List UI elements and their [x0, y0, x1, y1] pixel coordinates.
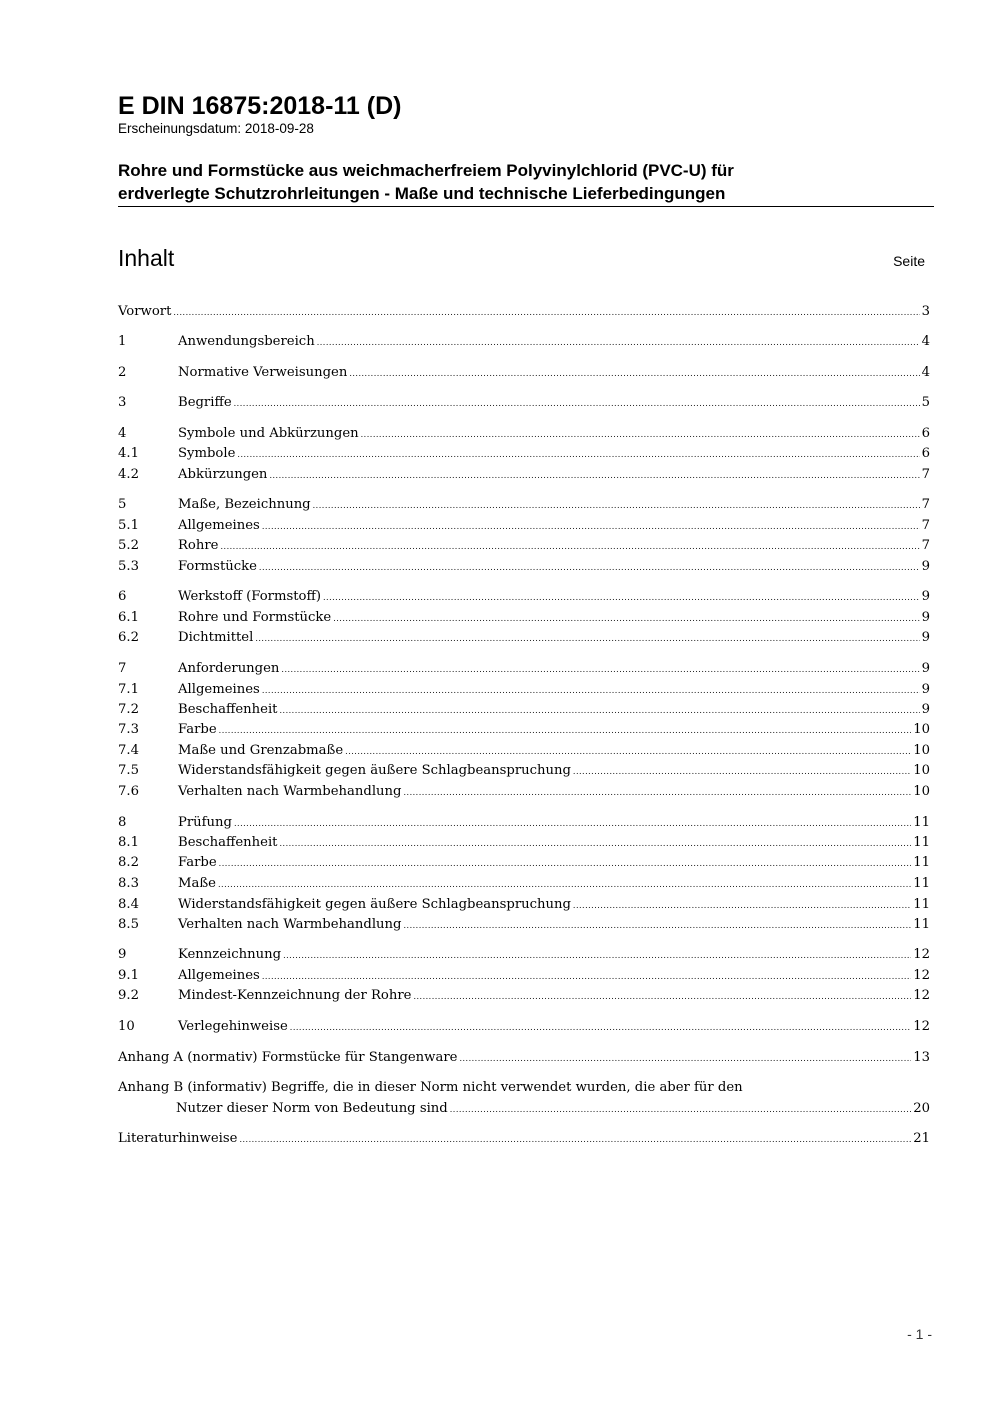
- toc-entry[interactable]: [118, 741, 930, 761]
- toc-entry-number: 8.3: [118, 876, 139, 891]
- toc-entry-title: Begriffe: [178, 395, 232, 410]
- toc-entry-title: Allgemeines: [178, 968, 260, 983]
- toc-dot-leader: [290, 1018, 911, 1038]
- toc-entry-page: 9: [921, 559, 930, 574]
- toc-entry-page: 12: [913, 968, 930, 983]
- toc-entry[interactable]: [118, 302, 930, 322]
- toc-dot-leader: [459, 1049, 911, 1069]
- toc-dot-leader: [237, 445, 919, 465]
- page-number: - 1 -: [907, 1326, 932, 1342]
- toc-entry-page: 4: [921, 334, 930, 349]
- toc-entry-number: 2: [118, 365, 127, 380]
- toc-entry[interactable]: [118, 680, 930, 700]
- toc-entry-title: Anwendungsbereich: [178, 334, 315, 349]
- toc-entry-page: 7: [921, 467, 930, 482]
- toc-dot-leader: [259, 558, 920, 578]
- toc-dot-leader: [234, 394, 920, 414]
- toc-entry-title: Prüfung: [178, 815, 232, 830]
- toc-entry-page: 6: [921, 426, 930, 441]
- toc-entry-title: Symbole und Abkürzungen: [178, 426, 359, 441]
- toc-entry-page: 12: [913, 1019, 930, 1034]
- toc-entry-page: 9: [921, 610, 930, 625]
- toc-dot-leader: [403, 916, 911, 936]
- toc-entry[interactable]: [118, 986, 930, 1006]
- toc-entry-number: 4.2: [118, 467, 139, 482]
- publication-date: Erscheinungsdatum: 2018-09-28: [118, 121, 314, 136]
- toc-entry-number: 4.1: [118, 446, 139, 461]
- toc-entry-page: 9: [921, 702, 930, 717]
- toc-entry[interactable]: [118, 915, 930, 935]
- toc-entry-title: Formstücke: [178, 559, 257, 574]
- toc-dot-leader: [173, 303, 919, 323]
- toc-entry-number: 7.1: [118, 682, 139, 697]
- toc-entry[interactable]: [118, 332, 930, 352]
- toc-heading: Inhalt: [118, 245, 175, 271]
- toc-entry[interactable]: [118, 628, 930, 648]
- toc-entry-title: Maße und Grenzabmaße: [178, 743, 344, 758]
- toc-dot-leader: [218, 875, 911, 895]
- toc-entry[interactable]: [118, 536, 930, 556]
- toc-dot-leader: [345, 742, 911, 762]
- toc-entry-title: Beschaffenheit: [178, 835, 278, 850]
- toc-entry-title: Verlegehinweise: [178, 1019, 288, 1034]
- toc-entry[interactable]: [118, 1017, 930, 1037]
- toc-entry-title: Rohre: [178, 538, 219, 553]
- toc-dot-leader: [262, 681, 920, 701]
- toc-entry-page: 11: [913, 835, 930, 850]
- toc-entry-number: 1: [118, 334, 127, 349]
- toc-dot-leader: [450, 1100, 911, 1120]
- toc-entry-page: 12: [913, 988, 930, 1003]
- toc-entry-title: Maße, Bezeichnung: [178, 497, 311, 512]
- toc-entry-title: Mindest-Kennzeichnung der Rohre: [178, 988, 412, 1003]
- toc-dot-leader: [317, 333, 920, 353]
- toc-entry-number: 6: [118, 589, 127, 604]
- toc-entry[interactable]: [118, 1129, 930, 1149]
- toc-entry-page: 11: [913, 917, 930, 932]
- toc-dot-leader: [262, 967, 911, 987]
- toc-entry[interactable]: [118, 1048, 930, 1068]
- toc-dot-leader: [219, 854, 912, 874]
- toc-entry-page: 11: [913, 897, 930, 912]
- toc-dot-leader: [280, 834, 912, 854]
- toc-entry-page: 21: [913, 1131, 930, 1146]
- toc-dot-leader: [234, 814, 911, 834]
- page-column-label: Seite: [893, 253, 925, 269]
- toc-entry-number: 8.4: [118, 897, 139, 912]
- toc-entry-title: Anforderungen: [178, 661, 280, 676]
- toc-dot-leader: [413, 987, 911, 1007]
- toc-entry-title: Anhang A (normativ) Formstücke für Stangenware: [118, 1050, 458, 1065]
- toc-entry[interactable]: [118, 700, 930, 720]
- toc-entry-page: 20: [913, 1101, 930, 1116]
- toc-entry-page: 4: [921, 365, 930, 380]
- toc-entry[interactable]: [118, 587, 930, 607]
- toc-entry-title: Verhalten nach Warmbehandlung: [178, 784, 402, 799]
- toc-entry-page: 7: [921, 518, 930, 533]
- toc-entry-number: 8.5: [118, 917, 139, 932]
- toc-entry[interactable]: [118, 424, 930, 444]
- toc-entry-number: 8.1: [118, 835, 139, 850]
- toc-entry-number: 5: [118, 497, 127, 512]
- toc-entry-title: Werkstoff (Formstoff): [178, 589, 321, 604]
- toc-dot-leader: [313, 496, 920, 516]
- toc-entry[interactable]: [118, 1099, 930, 1119]
- toc-entry-title: Allgemeines: [178, 518, 260, 533]
- toc-entry-page: 11: [913, 876, 930, 891]
- toc-entry-page: 10: [913, 763, 930, 778]
- toc-entry-page: 10: [913, 722, 930, 737]
- toc-entry[interactable]: [118, 393, 930, 413]
- toc-entry-title: Beschaffenheit: [178, 702, 278, 717]
- toc-entry[interactable]: [118, 363, 930, 383]
- toc-entry[interactable]: [118, 833, 930, 853]
- toc-entry-title: Farbe: [178, 722, 217, 737]
- toc-dot-leader: [283, 946, 911, 966]
- toc-entry[interactable]: [118, 945, 930, 965]
- toc-entry-page: 11: [913, 855, 930, 870]
- toc-entry[interactable]: [118, 659, 930, 679]
- toc-entry-number: 9.2: [118, 988, 139, 1003]
- toc-dot-leader: [219, 721, 912, 741]
- toc-entry-number: 5.1: [118, 518, 139, 533]
- document-title-line-2: erdverlegte Schutzrohrleitungen - Maße und technische Lieferbedingungen: [118, 184, 726, 203]
- document-id: E DIN 16875:2018-11 (D): [118, 92, 402, 120]
- toc-entry[interactable]: [118, 966, 930, 986]
- toc-entry-page: 5: [921, 395, 930, 410]
- toc-entry-number: 7.4: [118, 743, 139, 758]
- toc-entry-page: 10: [913, 784, 930, 799]
- toc-entry[interactable]: [118, 608, 930, 628]
- toc-entry[interactable]: [118, 444, 930, 464]
- toc-dot-leader: [220, 537, 919, 557]
- toc-entry[interactable]: [118, 874, 930, 894]
- toc-entry-number: 7: [118, 661, 127, 676]
- toc-entry-page: 7: [921, 497, 930, 512]
- toc-entry[interactable]: [118, 895, 930, 915]
- title-divider: [118, 206, 934, 207]
- toc-entry[interactable]: [118, 495, 930, 515]
- toc-entry-title: Allgemeines: [178, 682, 260, 697]
- toc-entry-page: 10: [913, 743, 930, 758]
- document-title-line-1: Rohre und Formstücke aus weichmacherfreiem Polyvinylchlorid (PVC-U) für: [118, 161, 734, 180]
- toc-entry-title: Maße: [178, 876, 216, 891]
- toc-entry[interactable]: [118, 782, 930, 802]
- toc-dot-leader: [349, 364, 919, 384]
- toc-entry-number: 3: [118, 395, 127, 410]
- toc-dot-leader: [269, 466, 919, 486]
- toc-entry-number: 4: [118, 426, 127, 441]
- toc-entry-number: 6.1: [118, 610, 139, 625]
- toc-entry-title: Vorwort: [118, 304, 172, 319]
- toc-entry-number: 10: [118, 1019, 135, 1034]
- toc-entry-page: 9: [921, 589, 930, 604]
- toc-entry[interactable]: [118, 557, 930, 577]
- toc-entry-number: 7.5: [118, 763, 139, 778]
- document-title: [118, 159, 934, 205]
- toc-entry[interactable]: [118, 761, 930, 781]
- toc-dot-leader: [255, 629, 919, 649]
- toc-entry[interactable]: [118, 516, 930, 536]
- toc-entry-number: 7.2: [118, 702, 139, 717]
- toc-entry-number: 9.1: [118, 968, 139, 983]
- toc-entry-page: 13: [913, 1050, 930, 1065]
- toc-entry-title: Farbe: [178, 855, 217, 870]
- toc-entry-page: 6: [921, 446, 930, 461]
- toc-dot-leader: [239, 1130, 911, 1150]
- toc-dot-leader: [361, 425, 920, 445]
- toc-entry-page: 9: [921, 682, 930, 697]
- toc-entry-title: Kennzeichnung: [178, 947, 282, 962]
- toc-entry-title: Widerstandsfähigkeit gegen äußere Schlagbeanspruchung: [178, 763, 571, 778]
- toc-dot-leader: [281, 660, 919, 680]
- toc-dot-leader: [280, 701, 920, 721]
- toc-entry-title: Verhalten nach Warmbehandlung: [178, 917, 402, 932]
- toc-entry-title: Abkürzungen: [178, 467, 268, 482]
- toc-entry-title: Dichtmittel: [178, 630, 254, 645]
- toc-entry-title: Rohre und Formstücke: [178, 610, 332, 625]
- toc-entry-page: 11: [913, 815, 930, 830]
- toc-entry[interactable]: [118, 853, 930, 873]
- toc-entry[interactable]: [118, 720, 930, 740]
- toc-entry-number: 5.2: [118, 538, 139, 553]
- toc-entry-number: 7.3: [118, 722, 139, 737]
- toc-entry-title: Nutzer dieser Norm von Bedeutung sind: [176, 1101, 448, 1116]
- toc-dot-leader: [323, 588, 920, 608]
- toc-entry-page: 3: [921, 304, 930, 319]
- toc-entry-page: 12: [913, 947, 930, 962]
- toc-entry-page: 9: [921, 630, 930, 645]
- toc-entry-page: 7: [921, 538, 930, 553]
- toc-dot-leader: [573, 762, 911, 782]
- toc-entry-title: Normative Verweisungen: [178, 365, 348, 380]
- toc-dot-leader: [403, 783, 911, 803]
- toc-entry-number: 9: [118, 947, 127, 962]
- toc-dot-leader: [573, 896, 911, 916]
- toc-entry-title: Symbole: [178, 446, 236, 461]
- toc-annex-b-title-line-1[interactable]: Anhang B (informativ) Begriffe, die in dieser Norm nicht verwendet wurden, die aber für den: [118, 1080, 743, 1095]
- toc-entry-title: Widerstandsfähigkeit gegen äußere Schlagbeanspruchung: [178, 897, 571, 912]
- toc-entry-number: 5.3: [118, 559, 139, 574]
- toc-entry-number: 8: [118, 815, 127, 830]
- toc-entry[interactable]: [118, 465, 930, 485]
- toc-entry-number: 7.6: [118, 784, 139, 799]
- toc-dot-leader: [262, 517, 920, 537]
- toc-dot-leader: [333, 609, 919, 629]
- toc-entry-number: 6.2: [118, 630, 139, 645]
- toc-entry-title: Literaturhinweise: [118, 1131, 238, 1146]
- toc-entry-number: 8.2: [118, 855, 139, 870]
- toc-entry[interactable]: [118, 813, 930, 833]
- toc-entry-page: 9: [921, 661, 930, 676]
